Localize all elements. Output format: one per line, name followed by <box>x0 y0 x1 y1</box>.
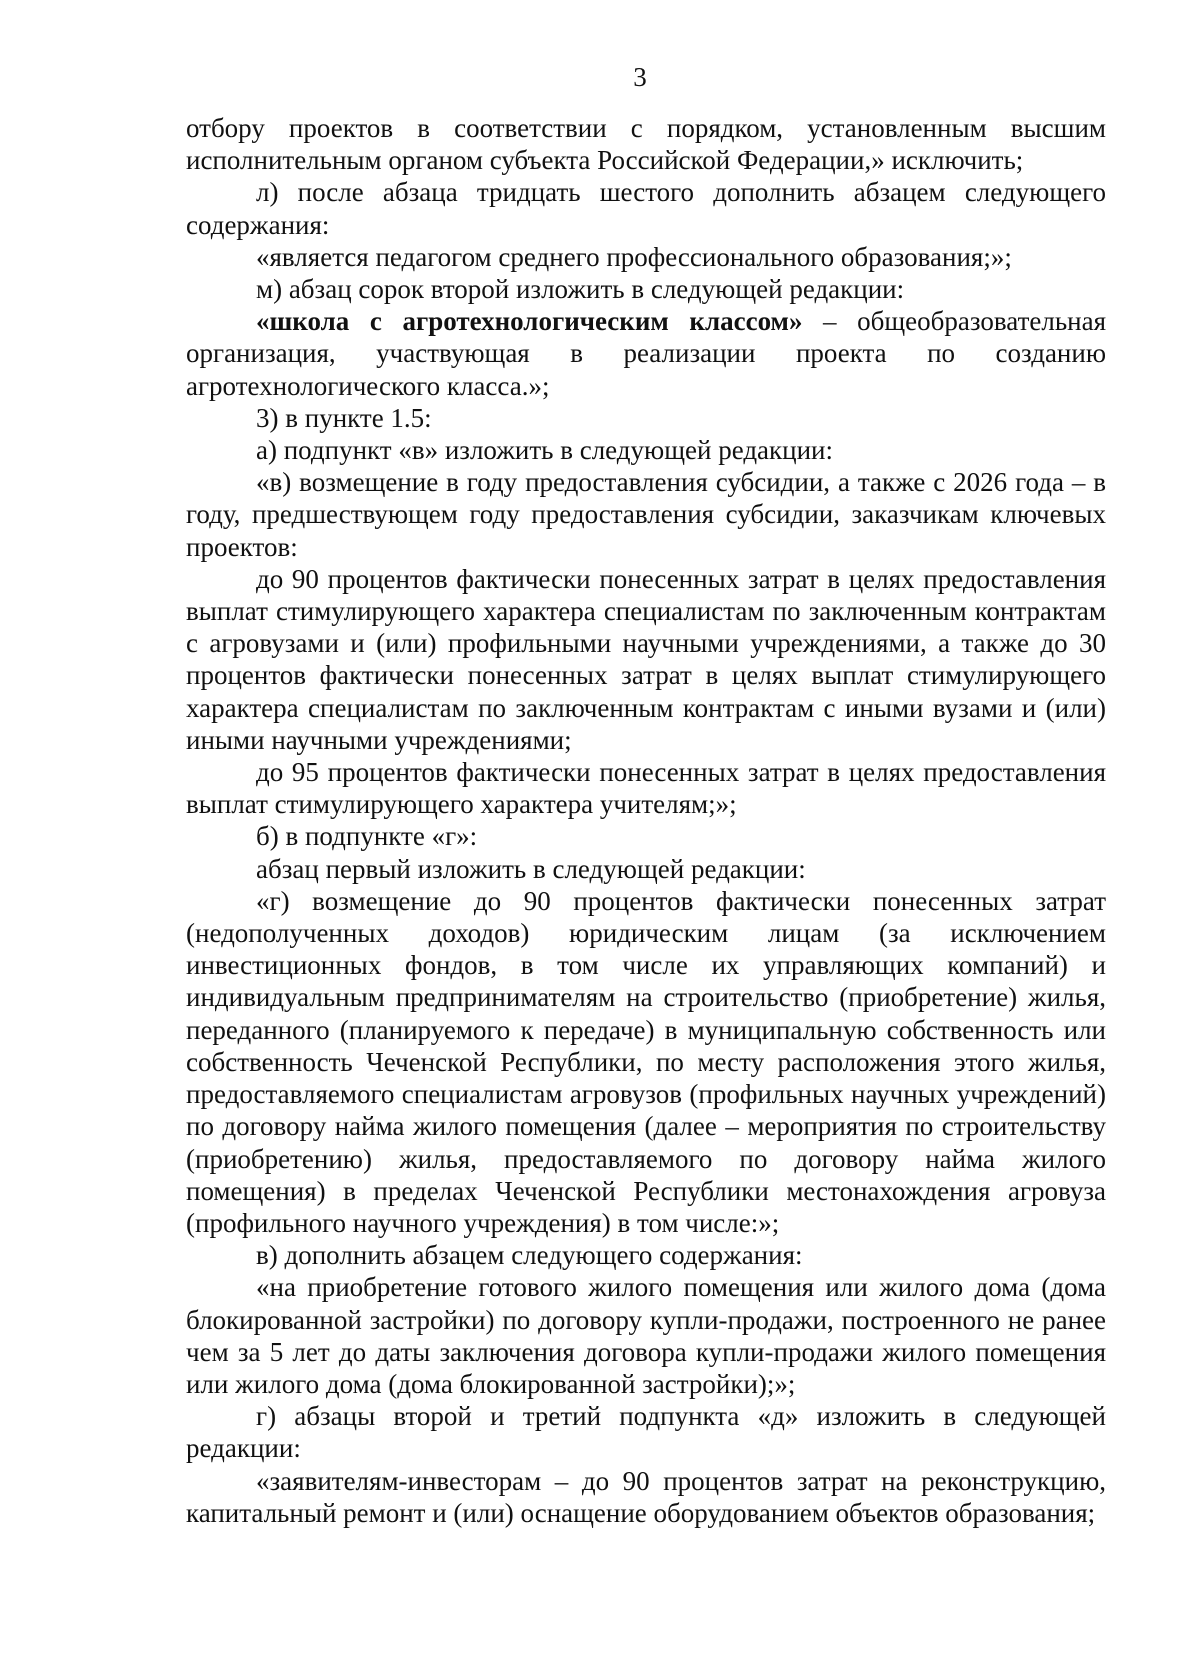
paragraph-item-l: л) после абзаца тридцать шестого дополнить абзацем следующего содержания: <box>186 177 1106 240</box>
paragraph-subitem-v: в) дополнить абзацем следующего содержания: <box>256 1240 803 1271</box>
document-body <box>186 112 1106 1529</box>
paragraph-quote-purchase: «на приобретение готового жилого помещения или жилого дома (дома блокированной застройки) по договору купли-продажи, построенного не ранее чем за 5 лет до даты заключения договора купли-продажи жилого помещения или жилого дома (дома блокированной застройки);»; <box>186 1272 1106 1399</box>
paragraph-first-abzac: абзац первый изложить в следующей редакции: <box>256 853 806 884</box>
paragraph-95-percent: до 95 процентов фактически понесенных затрат в целях предоставления выплат стимулирующего характера учителям;»; <box>186 757 1106 820</box>
defined-term: «школа с агротехнологическим классом» <box>256 306 803 337</box>
page-number: 3 <box>633 62 647 92</box>
paragraph-quote-teacher: «является педагогом среднего профессионального образования;»; <box>256 241 1012 272</box>
definition-text: – общеобразовательная организация, участвующая в реализации проекта по созданию агротехнологического класса.»; <box>186 306 1106 401</box>
paragraph-continuation: отбору проектов в соответствии с порядком, установленным высшим исполнительным органом субъекта Российской Федерации,» исключить; <box>186 113 1106 176</box>
paragraph-item-3: 3) в пункте 1.5: <box>256 402 432 433</box>
paragraph-90-percent: до 90 процентов фактически понесенных затрат в целях предоставления выплат стимулирующего характера специалистам по заключенным контрактам с агровузами и (или) профильными научными учреждениями, а также до 30 процентов фактически понесенных затрат в целях выплат стимулирующего характера специалистам по заключенным контрактам с иными вузами и (или) иными научными учреждениями; <box>186 563 1106 755</box>
paragraph-item-m: м) абзац сорок второй изложить в следующей редакции: <box>256 274 905 305</box>
paragraph-quote-investors: «заявителям-инвесторам – до 90 процентов затрат на реконструкцию, капитальный ремонт и (или) оснащение оборудованием объектов образования; <box>186 1465 1106 1528</box>
paragraph-quote-g: «г) возмещение до 90 процентов фактически понесенных затрат (недополученных доходов) юридическим лицам (за исключением инвестиционных фондов, в том числе их управляющих компаний) и индивидуальным предпринимателям на строительство (приобретение) жилья, переданного (планируемого к передаче) в муниципальную собственность или собственность Чеченской Республики, по месту расположения этого жилья, предоставляемого специалистам агровузов (профильных научных учреждений) по договору найма жилого помещения (далее – мероприятия по строительству (приобретению) жилья, предоставляемого по договору найма жилого помещения) в пределах Чеченской Республики местонахождения агровуза (профильного научного учреждения) в том числе:»; <box>186 885 1106 1238</box>
paragraph-subitem-b: б) в подпункте «г»: <box>256 821 478 852</box>
paragraph-definition-school <box>186 305 1106 402</box>
paragraph-subitem-a: а) подпункт «в» изложить в следующей редакции: <box>256 435 834 466</box>
paragraph-quote-v: «в) возмещение в году предоставления субсидии, а также с 2026 года – в году, предшествующем году предоставления субсидии, заказчикам ключевых проектов: <box>186 467 1106 562</box>
paragraph-subitem-g: г) абзацы второй и третий подпункта «д» изложить в следующей редакции: <box>186 1401 1106 1464</box>
